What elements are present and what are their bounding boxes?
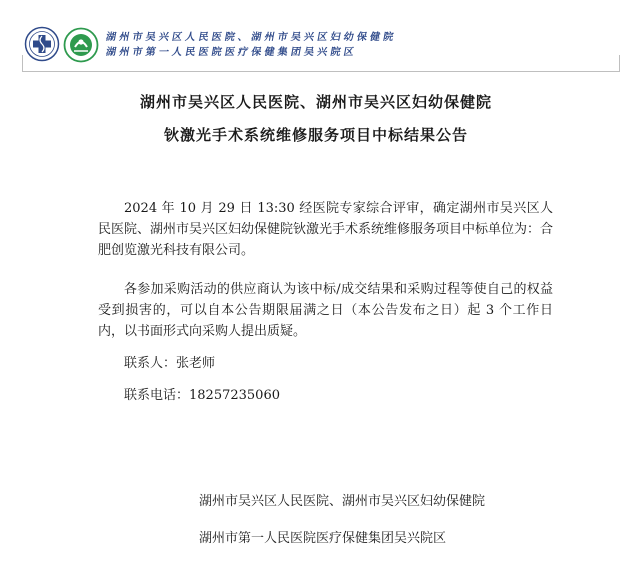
- award-paragraph: 2024 年 10 月 29 日 13:30 经医院专家综合评审，确定湖州市吴兴区人民医院、湖州市吴兴区妇幼保健院钬激光手术系统维修服务项目中标单位为：合肥创览激光科技有限公司。: [98, 201, 554, 258]
- header-rule-tick-right: [619, 55, 620, 71]
- letterhead-org-line-1: 湖州市吴兴区人民医院、湖州市吴兴区妇幼保健院: [105, 32, 398, 43]
- announcement-title-line-2: 钬激光手术系统维修服务项目中标结果公告: [163, 126, 468, 144]
- signature-line-1: 湖州市吴兴区人民医院、湖州市吴兴区妇幼保健院: [199, 494, 486, 509]
- header-divider: [22, 71, 620, 72]
- signature-line-2: 湖州市第一人民医院医疗保健集团吴兴院区: [199, 531, 447, 546]
- maternal-child-logo-icon: [63, 27, 99, 63]
- header-rule-tick-left: [22, 55, 23, 71]
- announcement-title-line-1: 湖州市吴兴区人民医院、湖州市吴兴区妇幼保健院: [139, 93, 492, 111]
- letterhead: [0, 0, 632, 80]
- contact-phone: 联系电话：18257235060: [124, 388, 280, 403]
- letterhead-org-line-2: 湖州市第一人民医院医疗保健集团吴兴院区: [105, 47, 358, 58]
- hospital-logo-icon: [24, 26, 60, 62]
- contact-person: 联系人：张老师: [124, 356, 216, 371]
- objection-paragraph: 各参加采购活动的供应商认为该中标/成交结果和采购过程等使自己的权益受到损害的，可以自本公告期限届满之日（本公告发布之日）起 3 个工作日内，以书面形式向采购人提出质疑。: [98, 282, 553, 339]
